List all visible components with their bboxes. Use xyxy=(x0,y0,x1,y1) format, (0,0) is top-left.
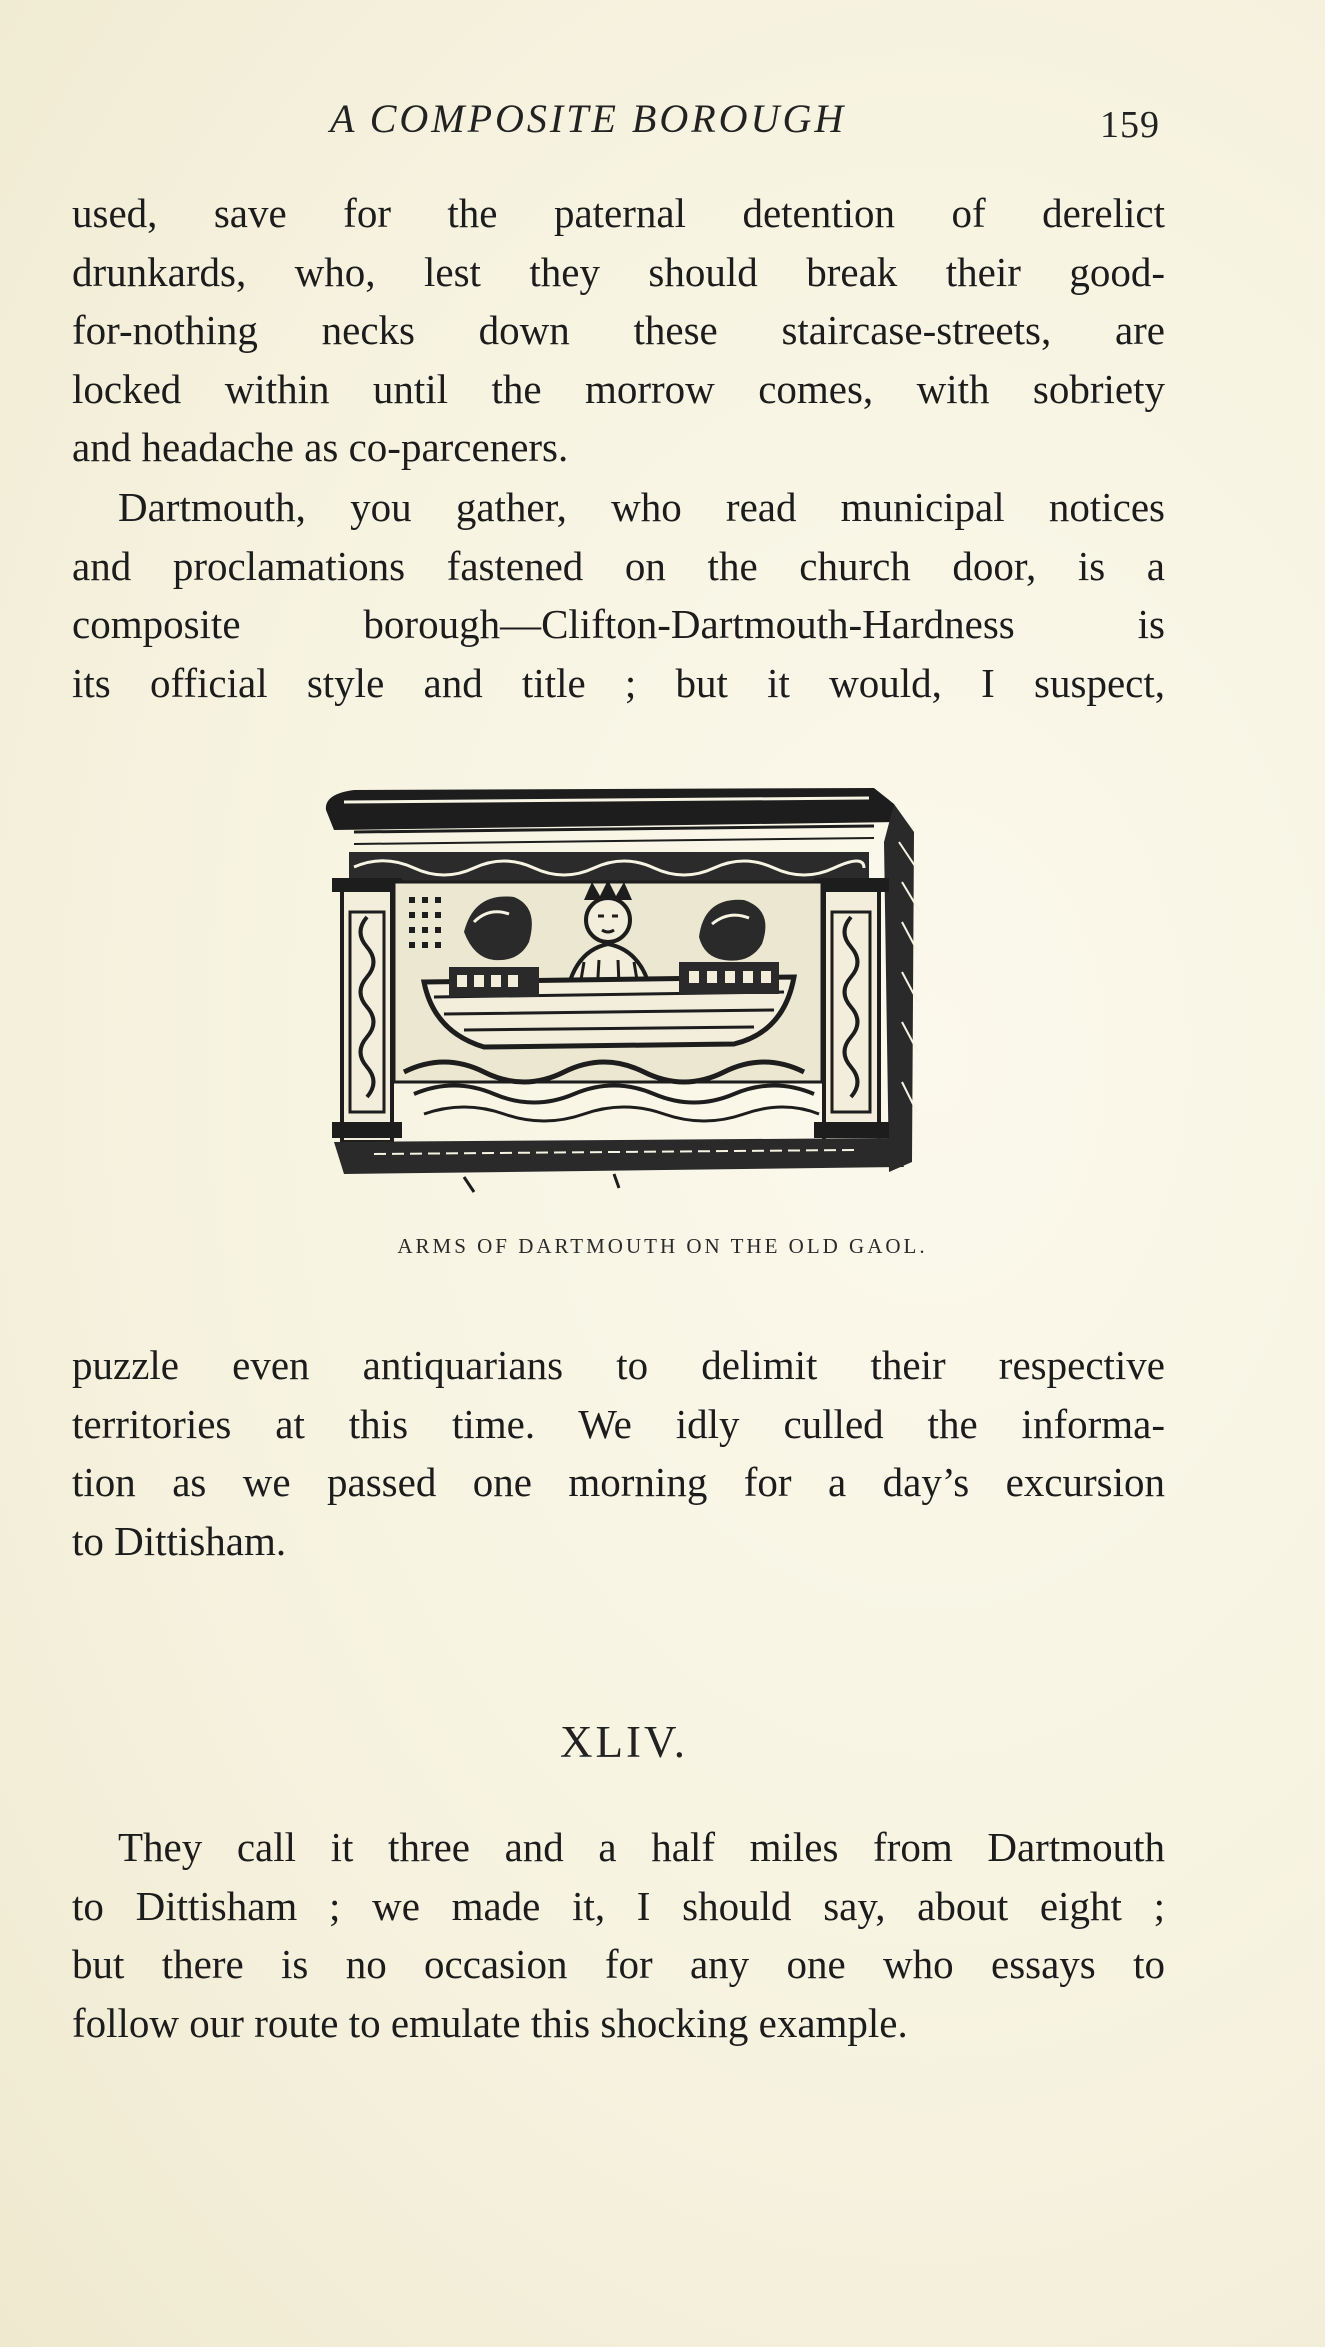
text-line: puzzle even antiquarians to delimit their respective xyxy=(72,1342,1165,1388)
text-line: for-nothing necks down these staircase-streets, are xyxy=(72,307,1165,353)
section-heading: XLIV. xyxy=(560,1717,688,1767)
text-line: and proclamations fastened on the church door, is a xyxy=(72,542,1165,589)
text-line: used, save for the paternal detention of derelict xyxy=(72,190,1165,236)
text-line: tion as we passed one morning for a day’s excursion xyxy=(72,1459,1165,1505)
text-line: drunkards, who, lest they should break their good- xyxy=(72,248,1165,295)
text-line: locked within until the morrow comes, with sobriety xyxy=(72,365,1165,412)
paragraph-4 xyxy=(72,1818,1165,2052)
running-head xyxy=(0,95,1325,145)
running-title: A COMPOSITE BOROUGH xyxy=(330,96,847,141)
figure-caption: ARMS OF DARTMOUTH ON THE OLD GAOL. xyxy=(397,1234,928,1258)
text-line: its official style and title ; but it would, I suspect, xyxy=(72,659,1165,706)
arms-of-dartmouth-illustration xyxy=(314,782,934,1202)
paragraph-1 xyxy=(72,184,1165,477)
text-line: Dartmouth, you gather, who read municipal notices xyxy=(118,484,1165,530)
text-line: but there is no occasion for any one who essays to xyxy=(72,1941,1165,1987)
text-line: composite borough—Clifton-Dartmouth-Hardness is xyxy=(72,601,1165,647)
text-line: to Dittisham ; we made it, I should say, about eight ; xyxy=(72,1882,1165,1929)
paragraph-3 xyxy=(72,1336,1165,1570)
page-number: 159 xyxy=(1100,104,1160,146)
text-line: They call it three and a half miles from Dartmouth xyxy=(118,1824,1165,1870)
paragraph-2 xyxy=(72,478,1165,712)
text-line: to Dittisham. xyxy=(72,1517,287,1564)
text-line: and headache as co-parceners. xyxy=(72,424,569,470)
text-line: territories at this time. We idly culled the informa- xyxy=(72,1400,1165,1447)
text-line: follow our route to emulate this shocking example. xyxy=(72,1999,908,2046)
